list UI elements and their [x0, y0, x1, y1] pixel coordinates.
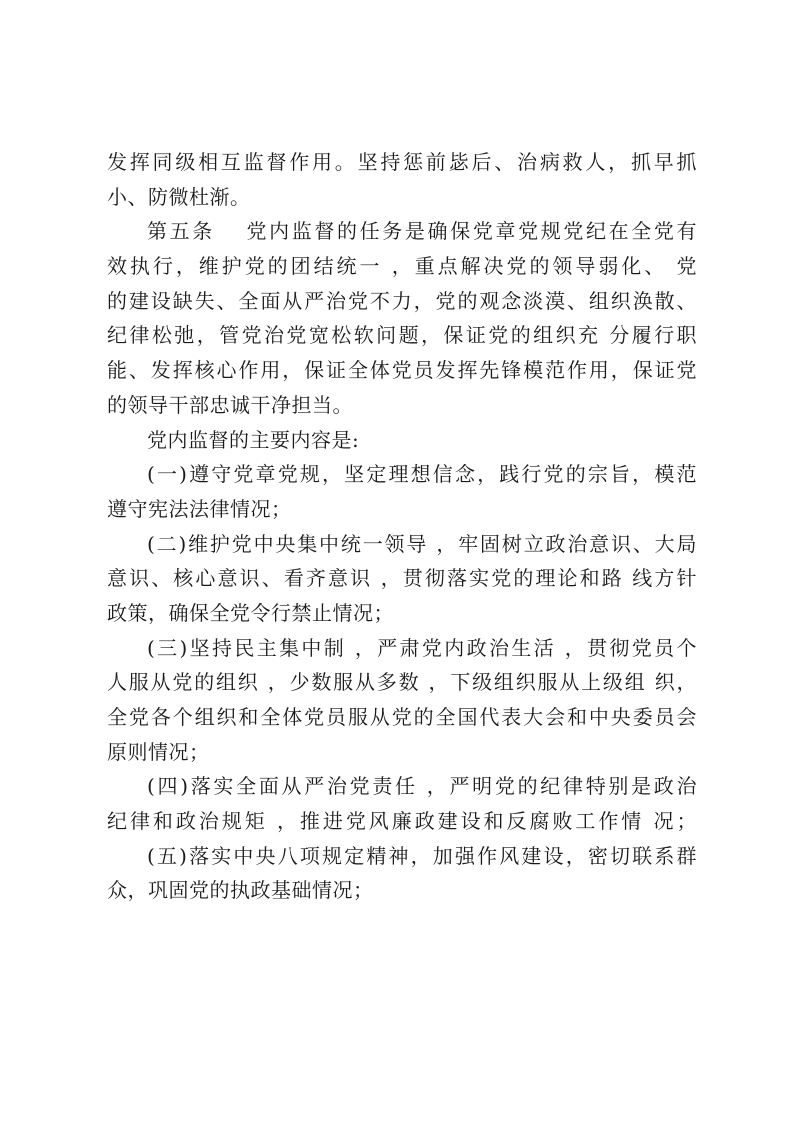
text-line: (四)落实全面从严治党责任 ，严明党的纪律特别是政治: [147, 774, 697, 799]
text-line: (五)落实中央八项规定精神，加强作风建设，密切联系群: [147, 843, 697, 868]
text-line: 遵守宪法法律情况；: [107, 496, 292, 521]
text-line: 效执行，维护党的团结统一 ，重点解决党的领导弱化、 党: [107, 254, 697, 279]
text-line: 政策，确保全党令行禁止情况；: [107, 600, 394, 625]
document-body: [107, 145, 697, 908]
text-line: (二)维护党中央集中统一领导 ，牢固树立政治意识、大局: [147, 531, 697, 556]
text-line: 众，巩固党的执政基础情况；: [107, 878, 374, 903]
text-line: 纪律和政治规矩 ，推进党风廉政建设和反腐败工作情 况；: [107, 809, 697, 834]
text-line: 人服从党的组织 ，少数服从多数 ，下级组织服从上级组 织，: [107, 670, 697, 695]
text-line: 原则情况；: [107, 739, 210, 764]
text-line: 的建设缺失、全面从严治党不力，党的观念淡漠、组织涣散、: [107, 288, 697, 313]
text-line: 全党各个组织和全体党员服从党的全国代表大会和中央委员会: [107, 705, 697, 729]
text-line: (一)遵守党章党规，坚定理想信念，践行党的宗旨，模范: [147, 462, 697, 487]
text-line: 纪律松弛，管党治党宽松软问题，保证党的组织充 分履行职: [107, 323, 697, 348]
text-line: 意识、核心意识、看齐意识 ，贯彻落实党的理论和路 线方针: [107, 566, 697, 591]
text-line: 发挥同级相互监督作用。坚持惩前毖后、治病救人，抓早抓: [107, 150, 697, 174]
text-line: 第五条 党内监督的任务是确保党章党规党纪在全党有: [147, 219, 697, 244]
text-line: 的领导干部忠诚干净担当。: [107, 392, 353, 417]
text-line: (三)坚持民主集中制 ，严肃党内政治生活 ，贯彻党员个: [147, 635, 697, 660]
text-line: 能、发挥核心作用，保证全体党员发挥先锋模范作用，保证党: [107, 358, 697, 383]
text-line: 小、防微杜渐。: [107, 184, 251, 209]
text-line: 党内监督的主要内容是:: [147, 427, 360, 452]
